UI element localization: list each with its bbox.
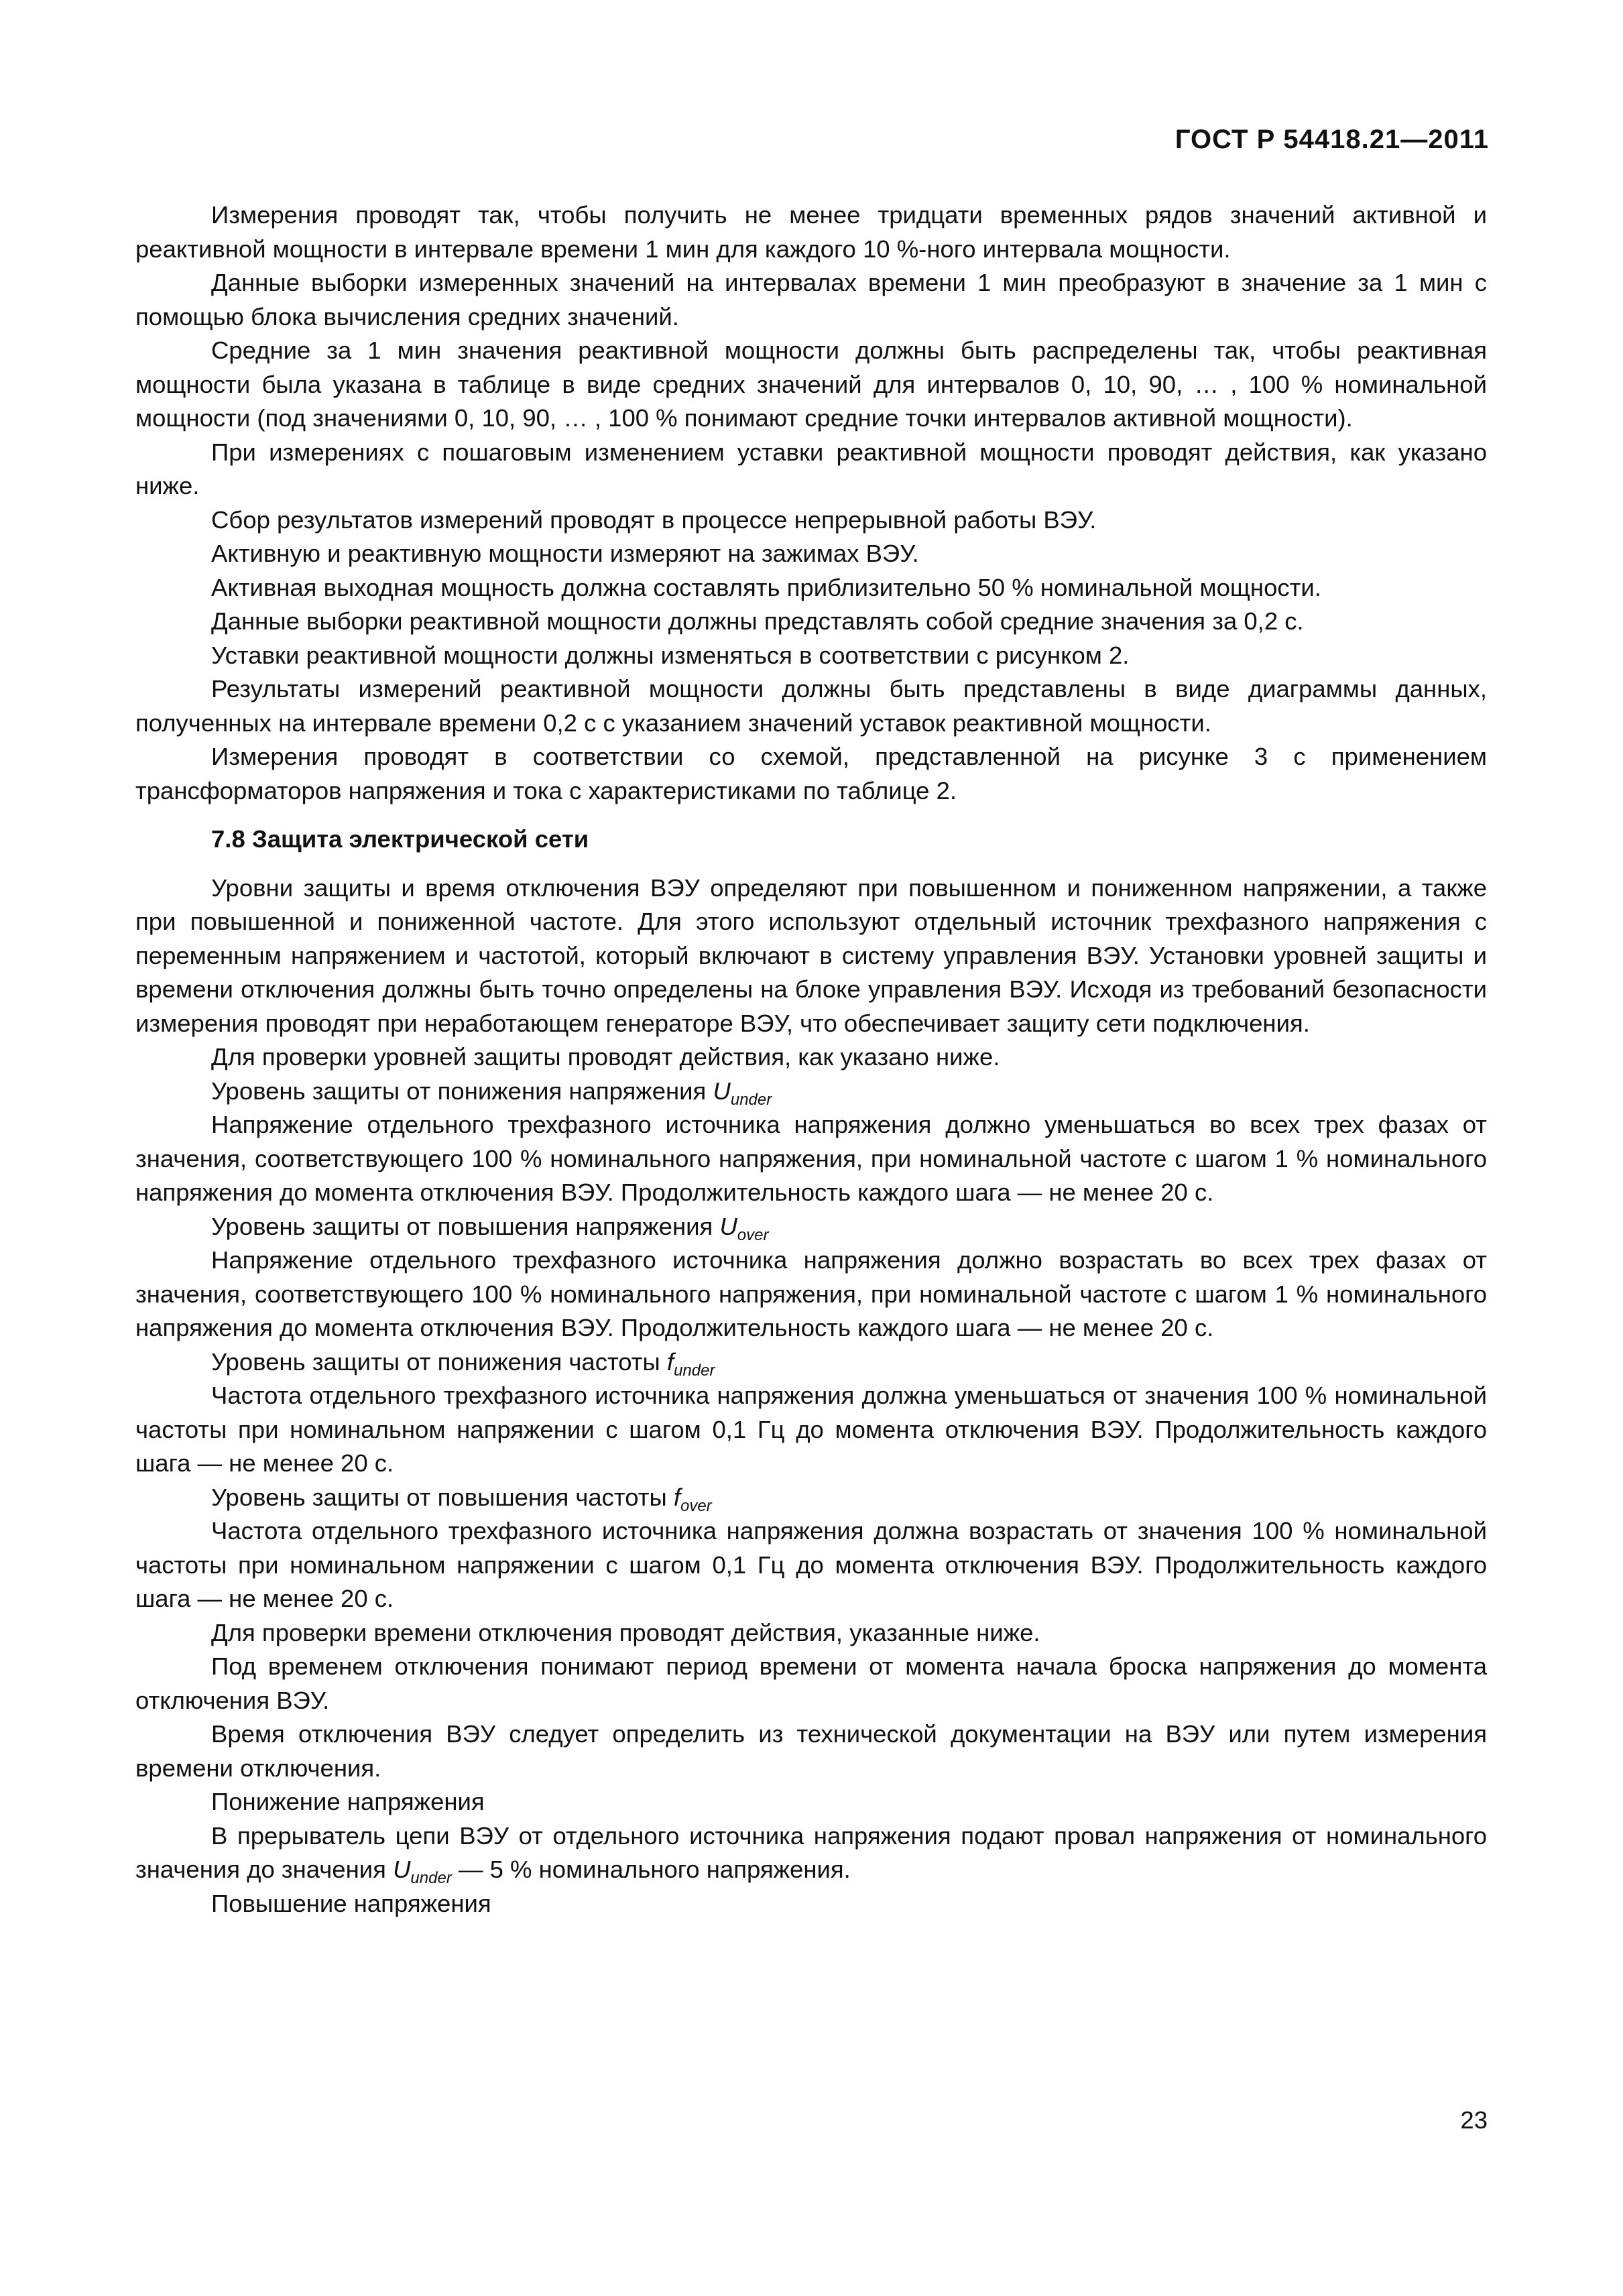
- gost-number: ГОСТ Р 54418.21—2011: [1175, 125, 1489, 154]
- paragraph: Данные выборки измеренных значений на интервалах времени 1 мин преобразуют в значение за 1 мин с помощью блока вычисления средних значений.: [135, 269, 1487, 330]
- over-subscript: over: [737, 1225, 769, 1244]
- u-symbol: U: [719, 1212, 737, 1240]
- paragraph: В прерыватель цепи ВЭУ от отдельного источника напряжения подают провал напряжения от номинального значения до значения $U_{under}$ — 5 % номинального напряжения.: [135, 1821, 1487, 1887]
- paragraph: Средние за 1 мин значения реактивной мощности должны быть распределены так, чтобы реактивная мощности была указана в таблице в виде средних значений для интервалов 0, 10, 90, … , 100 % номинальной мощности (под значениями 0, 10, 90, … , 100 % понимают средние точки интервалов активной мощности).: [135, 337, 1487, 432]
- paragraph: Сбор результатов измерений проводят в процессе непрерывной работы ВЭУ.: [211, 505, 1097, 534]
- paragraph: Напряжение отдельного трехфазного источника напряжения должно уменьшаться во всех трех фазах от значения, соответствующего 100 % номинального напряжения, при номинальной частоте с шагом 1 % номинального напряжения до момента отключения ВЭУ. Продолжительность каждого шага — не менее 20 с.: [135, 1111, 1487, 1206]
- under-subscript: under: [674, 1361, 715, 1380]
- paragraph: Для проверки уровней защиты проводят действия, как указано ниже.: [211, 1043, 1000, 1071]
- paragraph: Напряжение отдельного трехфазного источника напряжения должно возрастать во всех трех фазах от значения, соответствующего 100 % номинального напряжения, при номинальной частоте с шагом 1 % номинального напряжения до момента отключения ВЭУ. Продолжительность каждого шага — не менее 20 с.: [135, 1246, 1487, 1341]
- f-symbol: f: [673, 1483, 681, 1511]
- paragraph: Активная выходная мощность должна составлять приблизительно 50 % номинальной мощности.: [211, 573, 1321, 601]
- f-under-heading: Уровень защиты от понижения частоты $f_{under}$: [211, 1347, 715, 1380]
- paragraph: Частота отдельного трехфазного источника напряжения должна возрастать от значения 100 % номинальной частоты при номинальном напряжении с шагом 0,1 Гц до момента отключения ВЭУ. Продолжительность каждого шага — не менее 20 с.: [135, 1517, 1487, 1612]
- paragraph: Время отключения ВЭУ следует определить из технической документации на ВЭУ или путем измерения времени отключения.: [135, 1720, 1487, 1782]
- document-header: [1175, 125, 1489, 155]
- page-content: [135, 198, 1487, 1921]
- u-symbol: U: [713, 1077, 731, 1105]
- u-under-heading: Уровень защиты от понижения напряжения $U_{under}$: [211, 1077, 772, 1109]
- paragraph: Частота отдельного трехфазного источника напряжения должна уменьшаться от значения 100 % номинальной частоты при номинальном напряжении с шагом 0,1 Гц до момента отключения ВЭУ. Продолжительность каждого шага — не менее 20 с.: [135, 1382, 1487, 1477]
- under-subscript: under: [410, 1869, 452, 1887]
- over-subscript: over: [680, 1496, 712, 1515]
- f-over-heading: Уровень защиты от повышения частоты $f_{over}$: [211, 1483, 712, 1515]
- overvoltage-heading: Повышение напряжения: [211, 1889, 491, 1917]
- paragraph: Активную и реактивную мощности измеряют на зажимах ВЭУ.: [211, 540, 919, 567]
- section-heading: 7.8 Защита электрической сети: [211, 825, 589, 853]
- undervoltage-heading: Понижение напряжения: [211, 1788, 485, 1815]
- paragraph: При измерениях с пошаговым изменением уставки реактивной мощности проводят действия, как указано ниже.: [135, 438, 1487, 499]
- paragraph: Измерения проводят так, чтобы получить не менее тридцати временных рядов значений активной и реактивной мощности в интервале времени 1 мин для каждого 10 %-ного интервала мощности.: [135, 201, 1487, 263]
- paragraph: Уровни защиты и время отключения ВЭУ определяют при повышенном и пониженном напряжении, а также при повышенной и пониженной частоте. Для этого используют отдельный источник трехфазного напряжения с переменным напряжением и частотой, который включают в систему управления ВЭУ. Установки уровней защиты и времени отключения должны быть точно определены на блоке управления ВЭУ. Исходя из требований безопасности измерения проводят при неработающем генераторе ВЭУ, что обеспечивает защиту сети подключения.: [135, 873, 1487, 1037]
- f-symbol: f: [666, 1347, 674, 1376]
- under-subscript: under: [730, 1090, 772, 1109]
- paragraph: Результаты измерений реактивной мощности должны быть представлены в виде диаграммы данных, полученных на интервале времени 0,2 с с указанием значений уставок реактивной мощности.: [135, 675, 1487, 737]
- paragraph: Для проверки времени отключения проводят действия, указанные ниже.: [211, 1618, 1040, 1646]
- u-over-heading: Уровень защиты от повышения напряжения $U_{over}$: [211, 1212, 769, 1244]
- u-symbol: U: [393, 1856, 411, 1883]
- paragraph: Данные выборки реактивной мощности должны представлять собой средние значения за 0,2 с.: [211, 607, 1304, 635]
- paragraph: Измерения проводят в соответствии со схемой, представленной на рисунке 3 с применением трансформаторов напряжения и тока с характеристиками по таблице 2.: [135, 743, 1487, 804]
- page-number: 23: [1460, 2106, 1488, 2134]
- paragraph: Уставки реактивной мощности должны изменяться в соответствии с рисунком 2.: [211, 641, 1130, 669]
- paragraph: Под временем отключения понимают период времени от момента начала броска напряжения до момента отключения ВЭУ.: [135, 1652, 1487, 1714]
